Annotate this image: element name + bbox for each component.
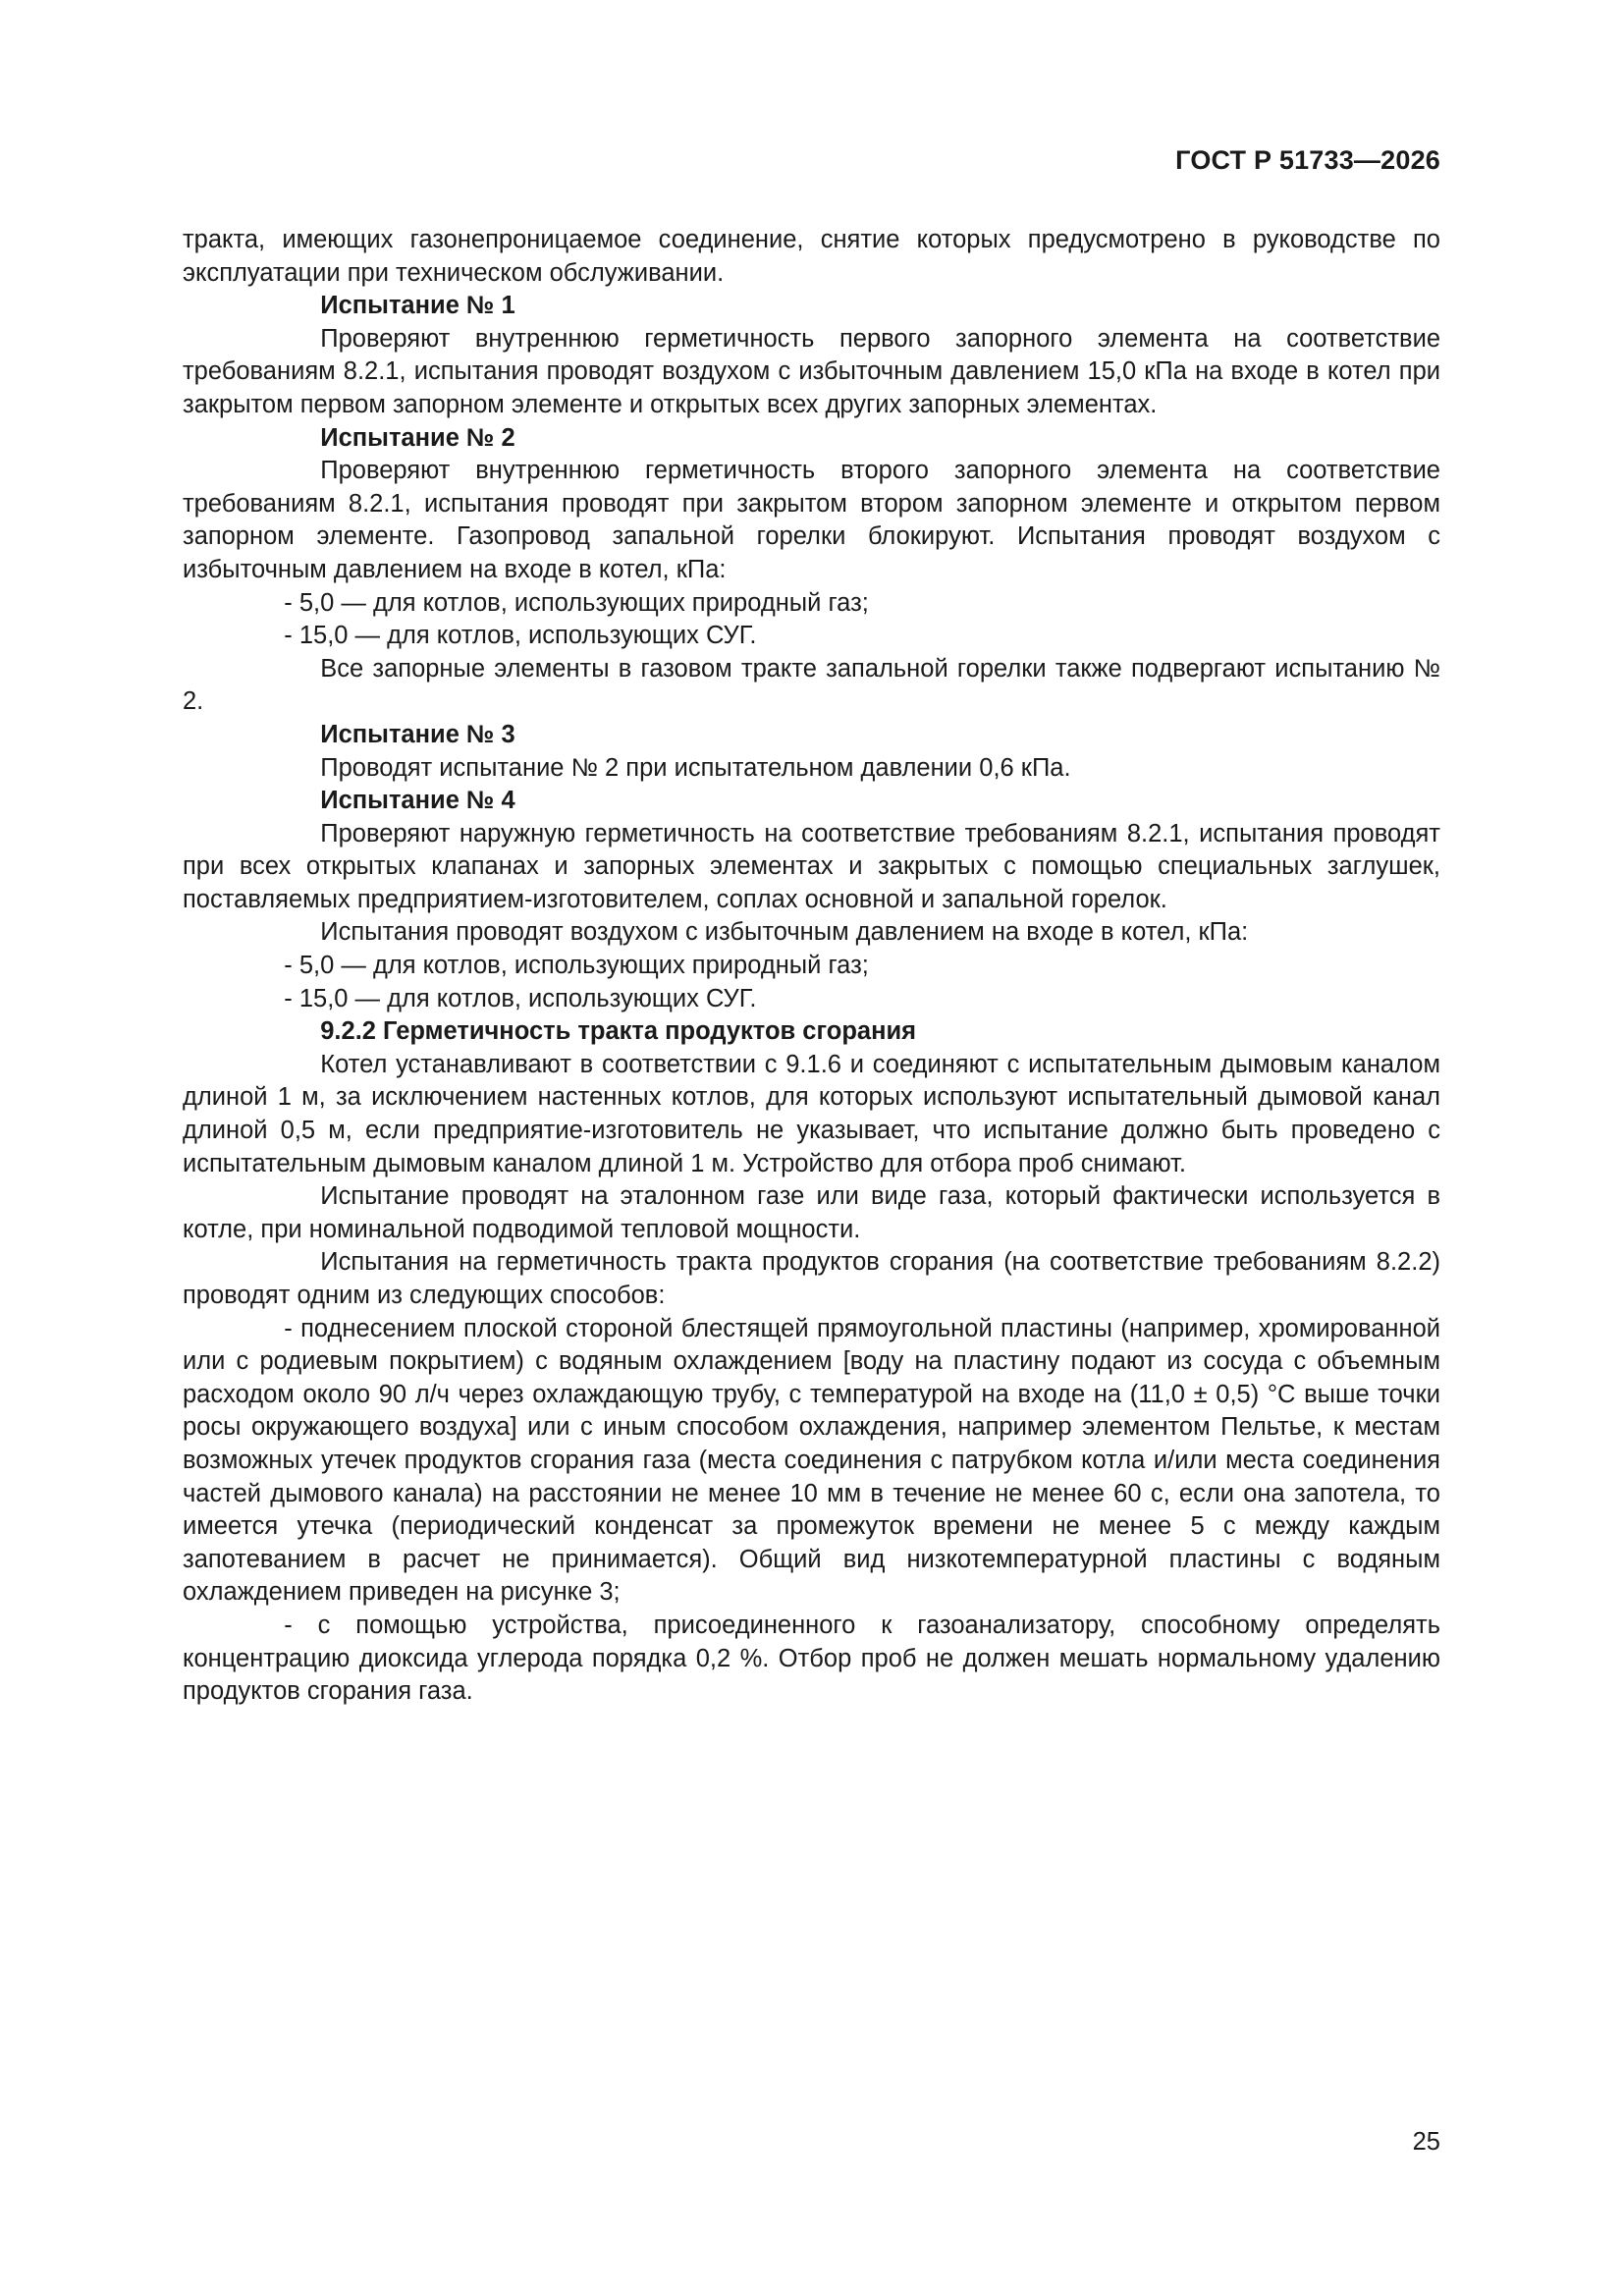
list-item: - 15,0 — для котлов, использующих СУГ.: [284, 622, 757, 650]
test-4-pressure-text: Испытания проводят воздухом с избыточным давлением на входе в котел, кПа:: [320, 918, 1249, 947]
document-header: ГОСТ Р 51733—2026: [1175, 145, 1440, 175]
document-body: [183, 224, 1440, 1709]
paragraph-continuation: тракта, имеющих газонепроницаемое соединение, снятие которых предусмотрено в руководстве по эксплуатации при техническом обслуживании.: [183, 226, 1440, 287]
test-1-text: Проверяют внутреннюю герметичность первого запорного элемента на соответствие требованиям 8.2.1, испытания проводят воздухом с избыточным давлением 15,0 кПа на входе в котел при закрытом первом запорном элементе и открытых всех других запорных элементах.: [183, 324, 1440, 418]
list-item: - 5,0 — для котлов, использующих природный газ;: [284, 952, 869, 980]
list-item: - поднесением плоской стороной блестящей прямоугольной пластины (например, хромированной или с родиевым покрытием) с водяным охлаждением [воду на пластину подают из сосуда с объемным расходом около 90 л/ч через охлаждающую трубу, с температурой на входе на (11,0 ± 0,5) °С выше точки росы окружающего воздуха] или с иным способом охлаждения, например элементом Пельтье, к местам возможных утечек продуктов сгорания газа (места соединения с патрубком котла и/или места соединения частей дымового канала) на расстоянии не менее 10 мм в течение не менее 60 с, если она запотела, то имеется утечка (периодический конденсат за промежуток времени не менее 5 с между каждым запотеванием в расчет не принимается). Общий вид низкотемпературной пластины с водяным охлаждением приведен на рисунке 3;: [183, 1314, 1440, 1607]
page-number: 25: [1412, 2128, 1440, 2156]
list-item: - 5,0 — для котлов, использующих природный газ;: [284, 588, 869, 617]
list-item: - 15,0 — для котлов, использующих СУГ.: [284, 984, 757, 1012]
test-2-text: Проверяют внутреннюю герметичность второго запорного элемента на соответствие требованиям 8.2.1, испытания проводят при закрытом втором запорном элементе и открытом первом запорном элементе. Газопровод запальной горелки блокируют. Испытания проводят воздухом с избыточным давлением на входе в котел, кПа:: [183, 457, 1440, 583]
test-3-heading: Испытание № 3: [320, 720, 515, 748]
section-heading: 9.2.2 Герметичность тракта продуктов сгорания: [320, 1017, 917, 1046]
list-item: - с помощью устройства, присоединенного к газоанализатору, способному определять концентрацию диоксида углерода порядка 0,2 %. Отбор проб не должен мешать нормальному удалению продуктов сгорания газа.: [183, 1611, 1440, 1706]
test-4-heading: Испытание № 4: [320, 787, 515, 815]
section-text: Котел устанавливают в соответствии с 9.1.6 и соединяют с испытательным дымовым каналом длиной 1 м, за исключением настенных котлов, для которых используют испытательный дымовой канал длиной 0,5 м, если предприятие-изготовитель не указывает, что испытание должно быть проведено с испытательным дымовым каналом длиной 1 м. Устройство для отбора проб снимают.: [183, 1050, 1440, 1177]
test-2-note: Все запорные элементы в газовом тракте запальной горелки также подвергают испытанию № 2.: [183, 654, 1440, 716]
section-text: Испытания на герметичность тракта продуктов сгорания (на соответствие требованиям 8.2.2) проводят одним из следующих способов:: [183, 1248, 1440, 1309]
section-text: Испытание проводят на эталонном газе или виде газа, который фактически используется в котле, при номинальной подводимой тепловой мощности.: [183, 1182, 1440, 1243]
test-3-text: Проводят испытание № 2 при испытательном давлении 0,6 кПа.: [320, 753, 1071, 782]
test-1-heading: Испытание № 1: [320, 292, 515, 320]
test-2-heading: Испытание № 2: [320, 423, 515, 452]
test-4-text: Проверяют наружную герметичность на соответствие требованиям 8.2.1, испытания проводят при всех открытых клапанах и запорных элементах и закрытых с помощью специальных заглушек, поставляемых предприятием-изготовителем, соплах основной и запальной горелок.: [183, 819, 1440, 913]
